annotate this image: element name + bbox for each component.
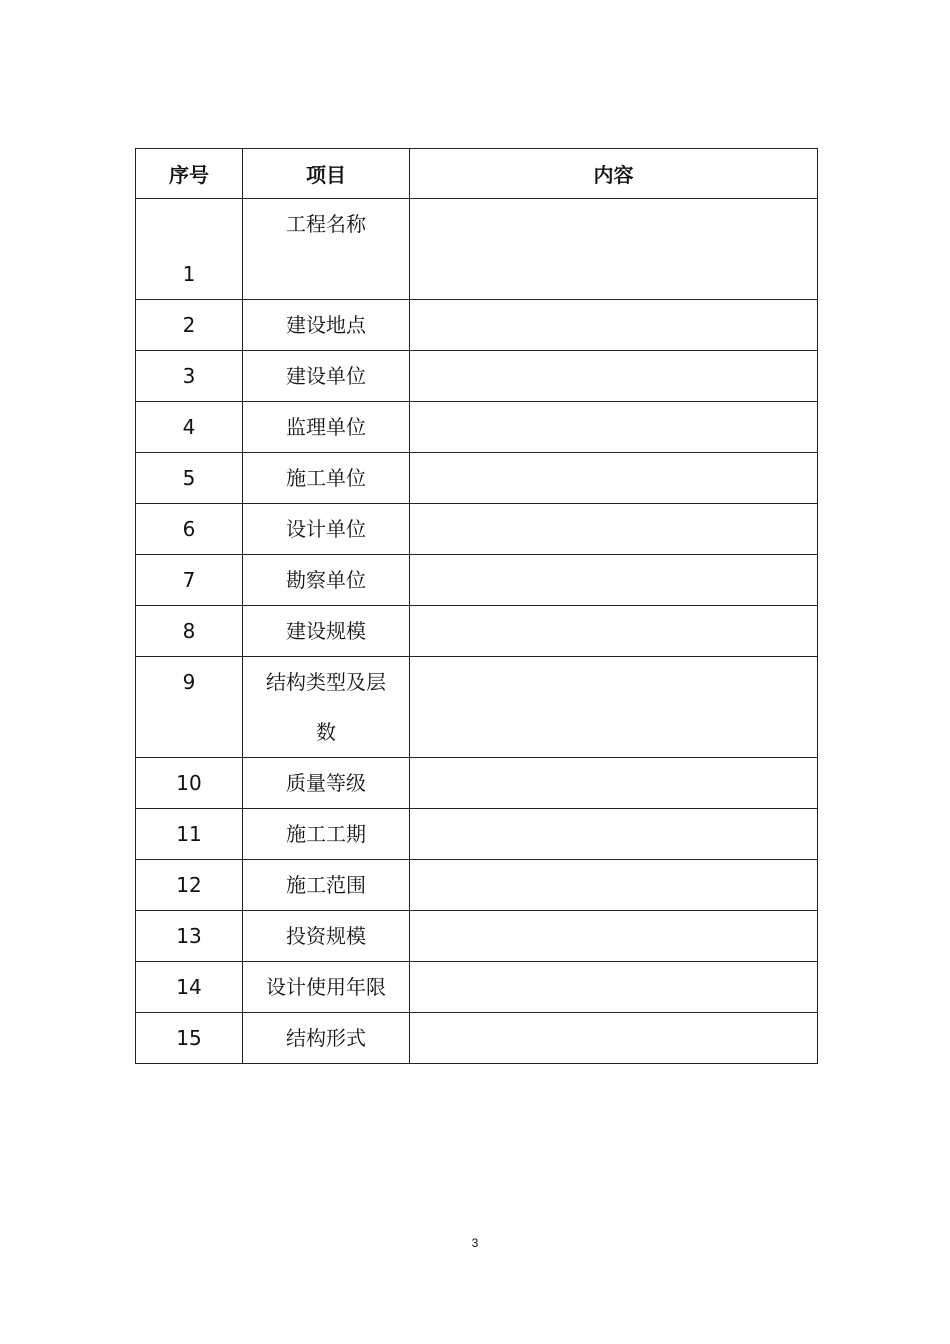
table-row bbox=[136, 758, 818, 809]
page-number: 3 bbox=[471, 1236, 479, 1250]
table-row bbox=[136, 657, 818, 758]
table-row bbox=[136, 606, 818, 657]
row-content[interactable] bbox=[410, 657, 818, 758]
header-item: 项目 bbox=[243, 149, 410, 199]
row-content[interactable] bbox=[410, 453, 818, 504]
row-no: 15 bbox=[136, 1013, 243, 1064]
header-no: 序号 bbox=[136, 149, 243, 199]
row-item: 勘察单位 bbox=[243, 555, 410, 606]
table-row bbox=[136, 1013, 818, 1064]
row-item: 质量等级 bbox=[243, 758, 410, 809]
table-row bbox=[136, 351, 818, 402]
row-content[interactable] bbox=[410, 402, 818, 453]
row-item: 施工范围 bbox=[243, 860, 410, 911]
row-item: 结构类型及层数 bbox=[243, 657, 410, 758]
table-row bbox=[136, 860, 818, 911]
project-info-table bbox=[135, 148, 818, 1064]
table-row bbox=[136, 911, 818, 962]
row-content[interactable] bbox=[410, 758, 818, 809]
row-no: 5 bbox=[136, 453, 243, 504]
row-content[interactable] bbox=[410, 962, 818, 1013]
row-content[interactable] bbox=[410, 199, 818, 300]
row-no: 10 bbox=[136, 758, 243, 809]
header-content: 内容 bbox=[410, 149, 818, 199]
row-item: 结构形式 bbox=[243, 1013, 410, 1064]
row-content[interactable] bbox=[410, 300, 818, 351]
table-row bbox=[136, 453, 818, 504]
row-content[interactable] bbox=[410, 1013, 818, 1064]
row-content[interactable] bbox=[410, 555, 818, 606]
table-header bbox=[136, 149, 818, 199]
table-row bbox=[136, 199, 818, 300]
table-row bbox=[136, 300, 818, 351]
row-no: 4 bbox=[136, 402, 243, 453]
row-no: 12 bbox=[136, 860, 243, 911]
row-no: 2 bbox=[136, 300, 243, 351]
table-body bbox=[136, 199, 818, 1064]
row-no: 1 bbox=[136, 199, 243, 300]
table-row bbox=[136, 809, 818, 860]
row-item: 设计使用年限 bbox=[243, 962, 410, 1013]
row-item: 监理单位 bbox=[243, 402, 410, 453]
row-no: 14 bbox=[136, 962, 243, 1013]
row-no: 7 bbox=[136, 555, 243, 606]
header-row bbox=[136, 149, 818, 199]
row-item: 施工单位 bbox=[243, 453, 410, 504]
row-no: 11 bbox=[136, 809, 243, 860]
table-row bbox=[136, 555, 818, 606]
row-no: 6 bbox=[136, 504, 243, 555]
row-content[interactable] bbox=[410, 504, 818, 555]
row-content[interactable] bbox=[410, 351, 818, 402]
row-content[interactable] bbox=[410, 809, 818, 860]
row-content[interactable] bbox=[410, 860, 818, 911]
row-item: 设计单位 bbox=[243, 504, 410, 555]
row-content[interactable] bbox=[410, 911, 818, 962]
row-item: 建设规模 bbox=[243, 606, 410, 657]
row-no: 9 bbox=[136, 657, 243, 758]
table-row bbox=[136, 402, 818, 453]
table-row bbox=[136, 504, 818, 555]
row-content[interactable] bbox=[410, 606, 818, 657]
row-item: 建设地点 bbox=[243, 300, 410, 351]
row-item: 施工工期 bbox=[243, 809, 410, 860]
row-item: 工程名称 bbox=[243, 199, 410, 300]
row-no: 13 bbox=[136, 911, 243, 962]
row-item: 建设单位 bbox=[243, 351, 410, 402]
table-row bbox=[136, 962, 818, 1013]
row-no: 3 bbox=[136, 351, 243, 402]
row-item: 投资规模 bbox=[243, 911, 410, 962]
row-no: 8 bbox=[136, 606, 243, 657]
